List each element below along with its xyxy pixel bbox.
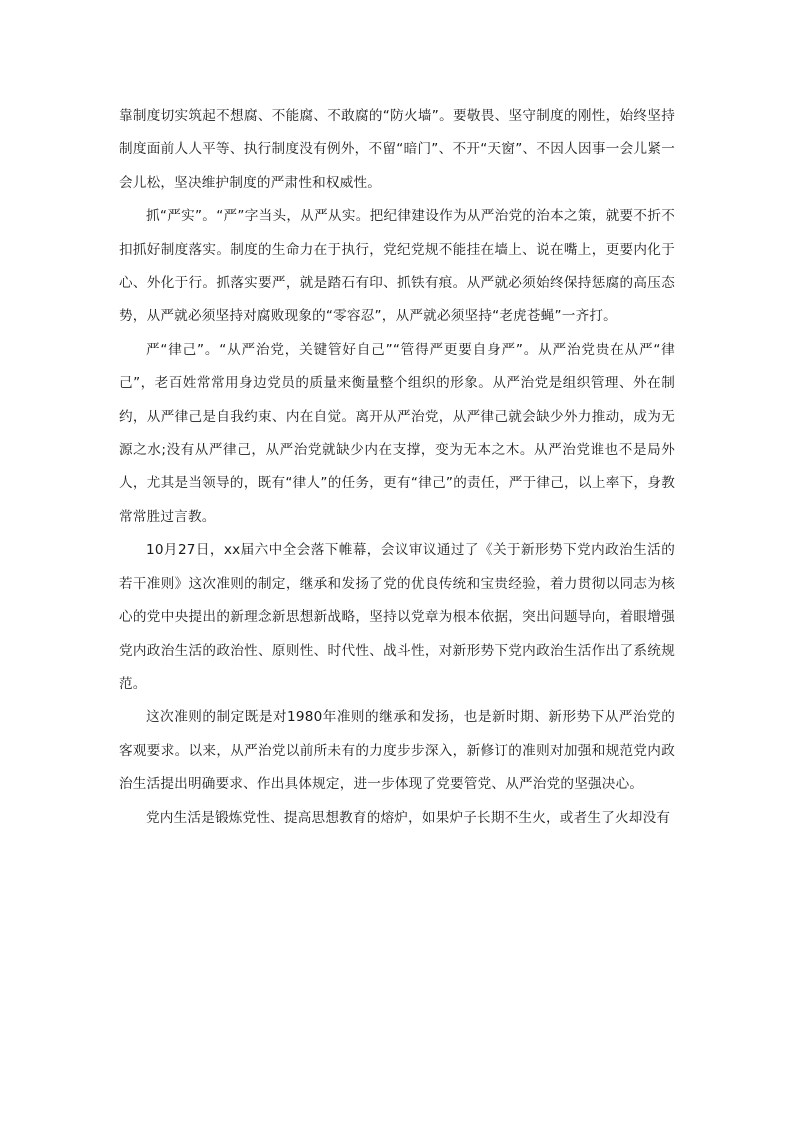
paragraph-6: 党内生活是锻炼党性、提高思想教育的熔炉，如果炉子长期不生火，或者生了火却没有 [146,809,671,826]
paragraph-2: 抓“严实”。“严”字当头，从严从实。把纪律建设作为从严治党的治本之策，就要不折不扣抓好制度落实。制度的生命力在于执行，党纪党规不能挂在墙上、说在嘴上，更要内化于心、外化于行。抓落实要严，就是踏石有印、抓铁有痕。从严就必须始终保持惩腐的高压态势，从严就必须坚持对腐败现象的“零容忍”，从严就必须坚持“老虎苍蝇”一齐打。 [119,208,675,325]
paragraph-1: 靠制度切实筑起不想腐、不能腐、不敢腐的“防火墙”。要敬畏、坚守制度的刚性，始终坚持制度面前人人平等、执行制度没有例外，不留“暗门”、不开“天窗”、不因人因事一会儿紧一会儿松，坚决维护制度的严肃性和权威性。 [119,108,675,191]
paragraph-4: 10月27日，xx届六中全会落下帷幕，会议审议通过了《关于新形势下党内政治生活的若干准则》这次准则的制定，继承和发扬了党的优良传统和宝贵经验，着力贯彻以同志为核心的党中央提出的新理念新思想新战略，坚持以党章为根本依据，突出问题导向，着眼增强党内政治生活的政治性、原则性、时代性、战斗性，对新形势下党内政治生活作出了系统规范。 [119,542,675,692]
paragraph-3: 严“律己”。“从严治党，关键管好自己”“管得严更要自身严”。从严治党贵在从严“律己”，老百姓常常用身边党员的质量来衡量整个组织的形象。从严治党是组织管理、外在制约，从严律己是自我约束、内在自觉。离开从严治党，从严律己就会缺少外力推动，成为无源之水;没有从严律己，从严治党就缺少内在支撑，变为无本之木。从严治党谁也不是局外人，尤其是当领导的，既有“律人”的任务，更有“律己”的责任，严于律己，以上率下，身教常常胜过言教。 [119,341,675,525]
document-body [119,100,675,835]
paragraph-5: 这次准则的制定既是对1980年准则的继承和发扬，也是新时期、新形势下从严治党的客观要求。以来，从严治党以前所未有的力度步步深入，新修订的准则对加强和规范党内政治生活提出明确要求、作出具体规定，进一步体现了党要管党、从严治党的坚强决心。 [119,709,675,793]
